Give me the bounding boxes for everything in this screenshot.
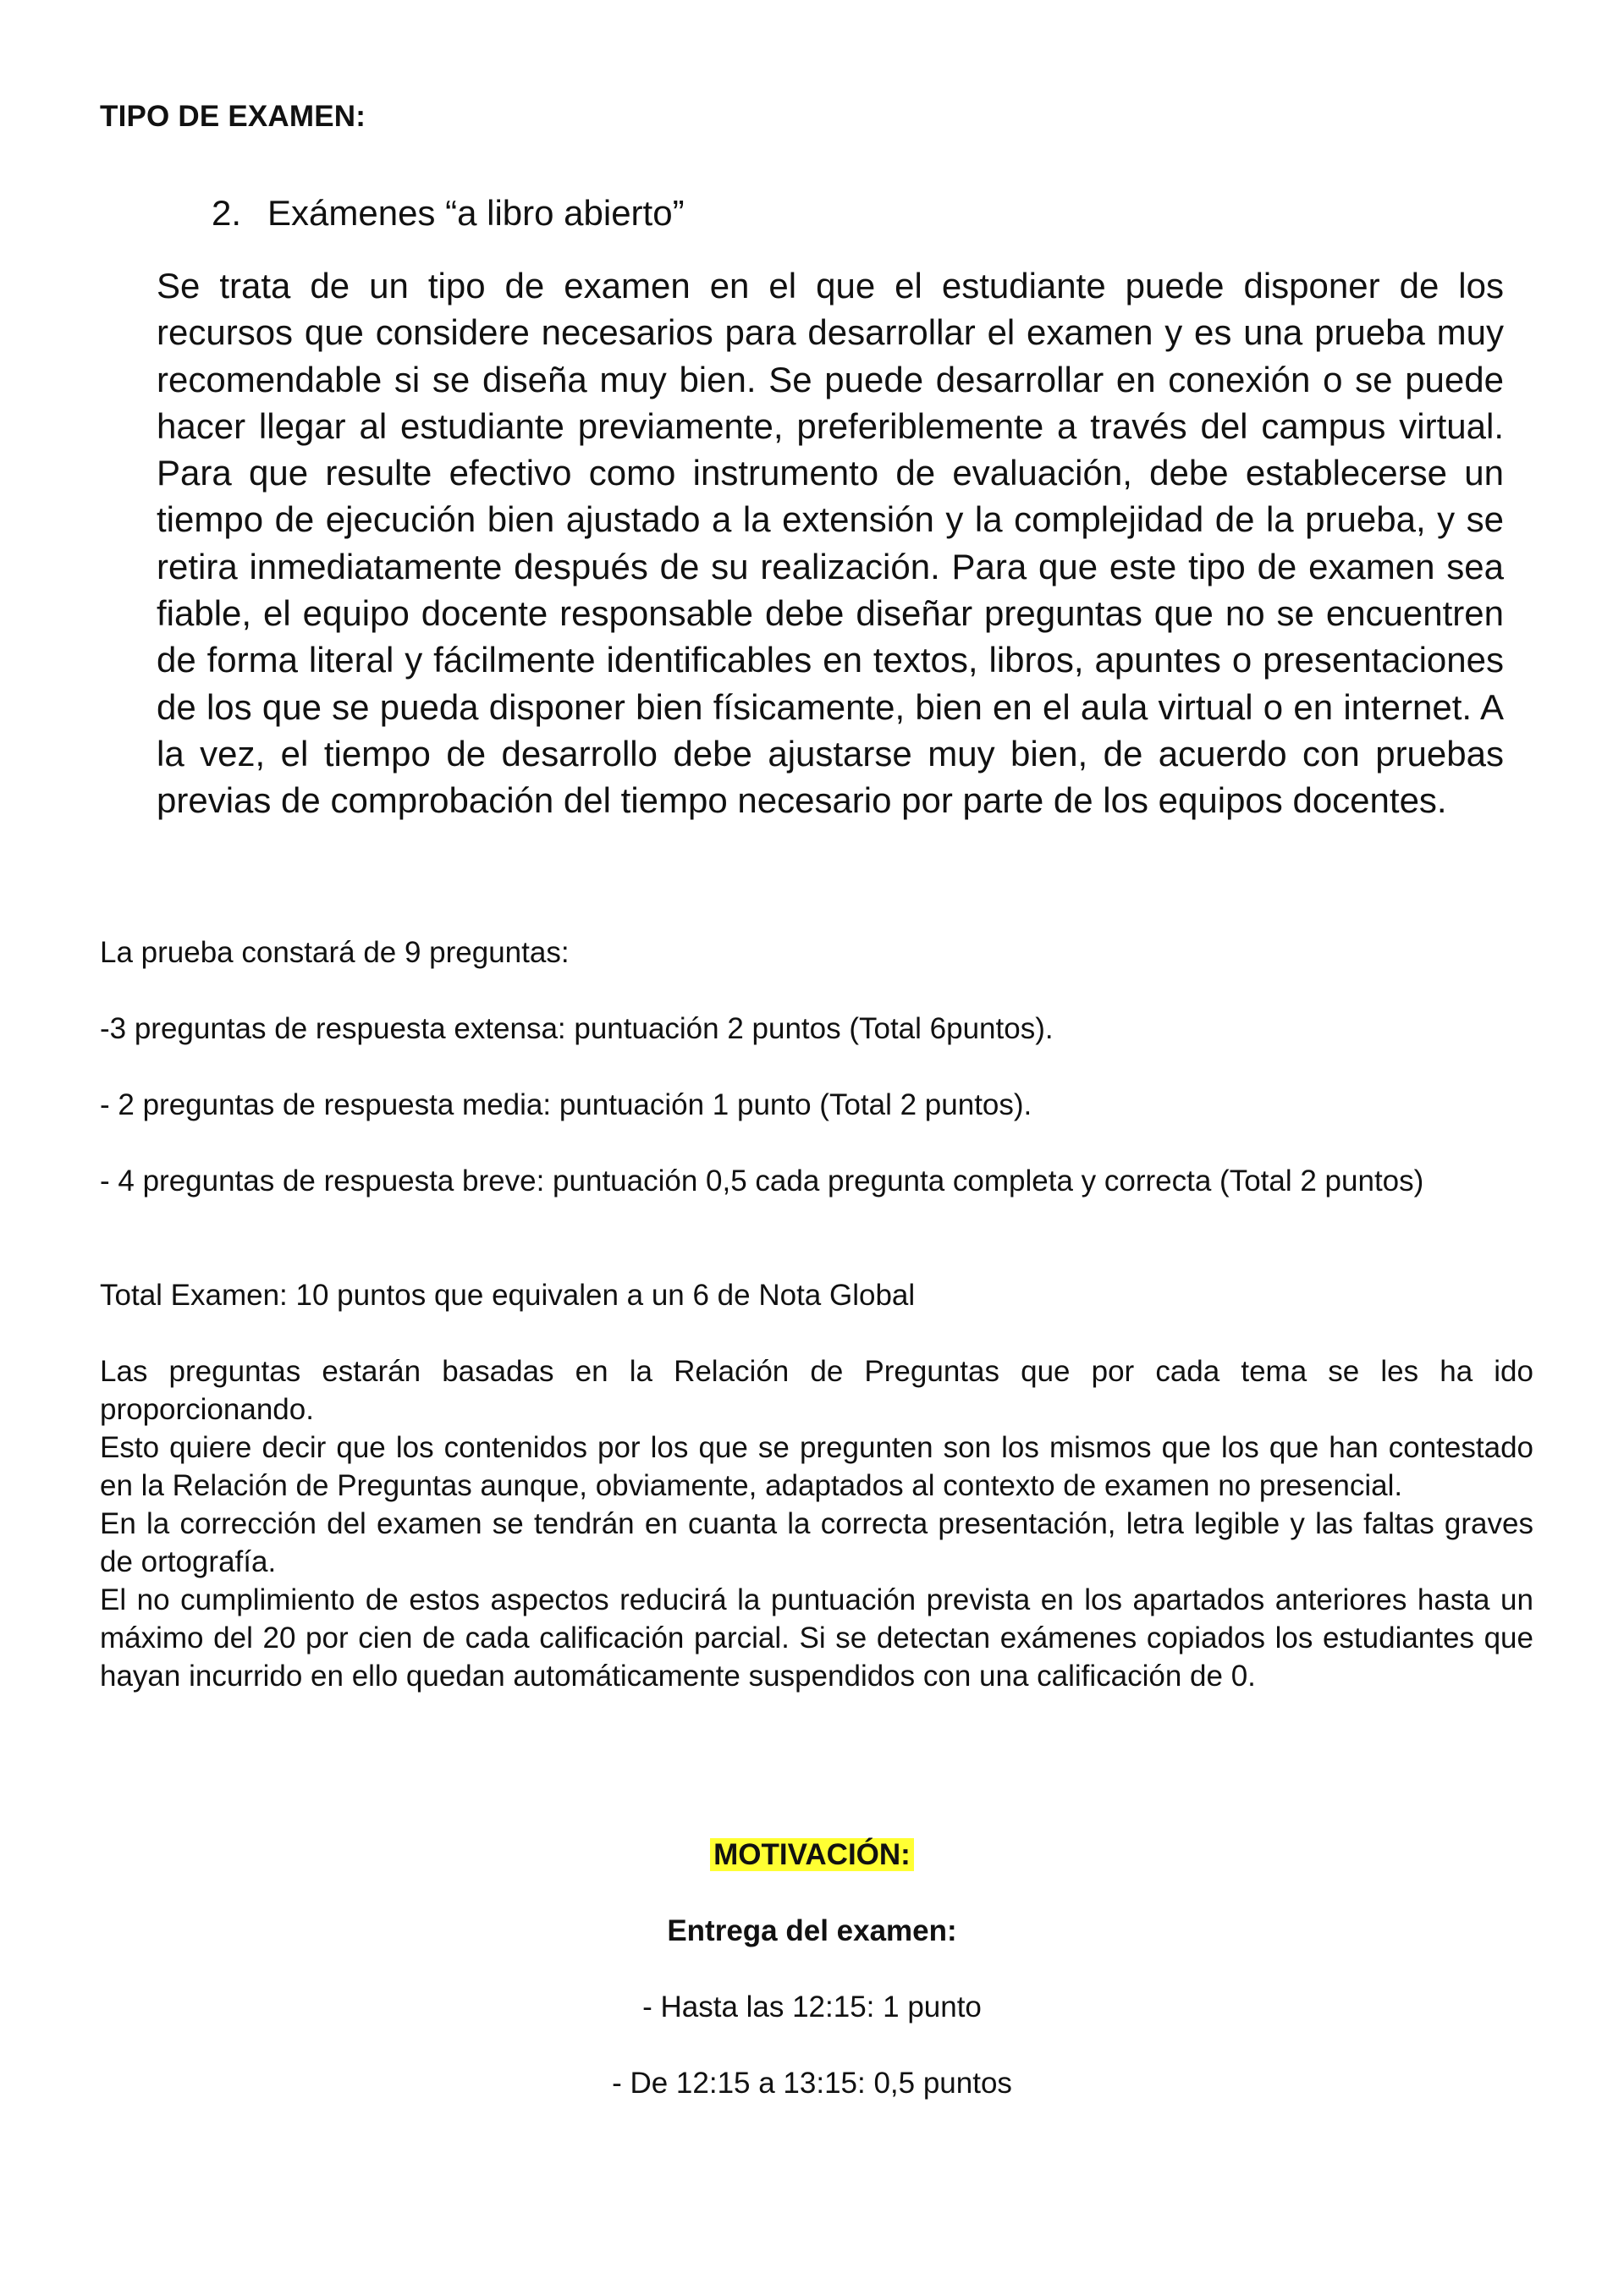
medium-answer-item: - 2 preguntas de respuesta media: puntuación 1 punto (Total 2 puntos). [100, 1088, 1032, 1121]
note-paragraph: Las preguntas estarán basadas en la Relación de Preguntas que por cada tema se les ha ido proporcionando. [100, 1355, 1533, 1426]
exam-description: Se trata de un tipo de examen en el que el estudiante puede disponer de los recursos que considere necesarios para desarrollar el examen y es una prueba muy recomendable si se diseña muy bien. Se puede desarrollar en conexión o se puede hacer llegar al estudiante previamente, preferiblemente a través del campus virtual. Para que resulte efectivo como instrumento de evaluación, debe establecerse un tiempo de ejecución bien ajustado a la extensión y la complejidad de la prueba, y se retira inmediatamente después de su realización. Para que este tipo de examen sea fiable, el equipo docente responsable debe diseñar preguntas que no se encuentren de forma literal y fácilmente identificables en textos, libros, apuntes o presentaciones de los que se pueda disponer bien físicamente, bien en el aula virtual o en internet. A la vez, el tiempo de desarrollo debe ajustarse muy bien, de acuerdo con pruebas previas de comprobación del tiempo necesario por parte de los equipos docentes. [157, 266, 1504, 821]
delivery-line: - De 12:15 a 13:15: 0,5 puntos [612, 2067, 1012, 2100]
short-answer-item: - 4 preguntas de respuesta breve: puntuación 0,5 cada pregunta completa y correcta (Total 2 puntos) [100, 1165, 1424, 1198]
motivation-highlight: MOTIVACIÓN: [710, 1838, 914, 1871]
section-title [212, 193, 685, 234]
section-title-text: Exámenes “a libro abierto” [267, 193, 685, 233]
exam-total: Total Examen: 10 puntos que equivalen a un 6 de Nota Global [100, 1279, 916, 1312]
exam-type-heading: TIPO DE EXAMEN: [100, 100, 366, 133]
long-answer-item: -3 preguntas de respuesta extensa: puntuación 2 puntos (Total 6puntos). [100, 1012, 1054, 1045]
note-paragraph: Esto quiere decir que los contenidos por los que se pregunten son los mismos que los que han contestado en la Relación de Preguntas aunque, obviamente, adaptados al contexto de examen no presencial. [100, 1431, 1533, 1502]
note-paragraph: En la corrección del examen se tendrán en cuanta la correcta presentación, letra legible y las faltas graves de ortografía. [100, 1507, 1533, 1578]
delivery-subheading: Entrega del examen: [667, 1914, 957, 1947]
notes-block [100, 1352, 1533, 1695]
motivation-heading [0, 1838, 1624, 1872]
delivery-line: - Hasta las 12:15: 1 punto [642, 1990, 982, 2023]
section-number: 2. [212, 193, 242, 233]
note-paragraph: El no cumplimiento de estos aspectos reducirá la puntuación prevista en los apartados anteriores hasta un máximo del 20 por cien de cada calificación parcial. Si se detectan exámenes copiados los estudiantes que hayan incurrido en ello quedan automáticamente suspendidos con una calificación de 0. [100, 1583, 1533, 1693]
question-count-intro: La prueba constará de 9 preguntas: [100, 936, 570, 969]
